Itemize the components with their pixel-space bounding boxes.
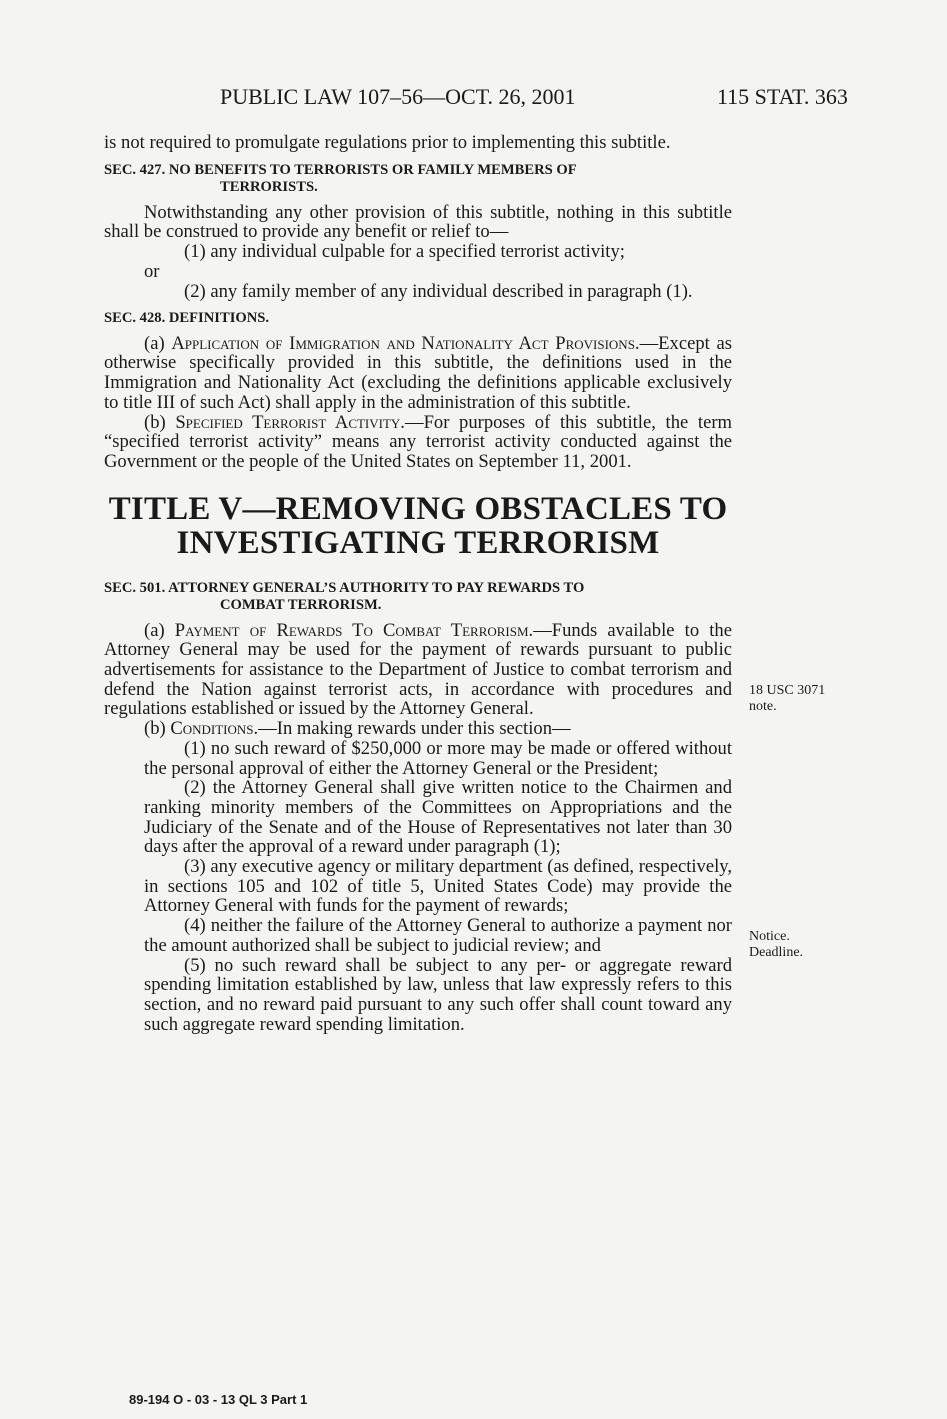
sec-427-or: or [144,260,160,282]
sec-428-a-caption: Application of Immigration and Nationality Act Provisions. [171,332,640,354]
intro-paragraph: is not required to promulgate regulations prior to implementing this subtitle. [104,132,671,153]
sec-501-heading-line2: COMBAT TERRORISM. [220,597,382,614]
margin-note-notice: Notice. [749,929,790,944]
sec-428-a-text: —Except as otherwise specifically provided in this subtitle, the definitions used in the Immigration and Nationality Act (excluding the definitions applicable exclusively to title III of such Act) shall apply in the administration of this subtitle. [104,332,732,413]
sec-501-item-4: (4) neither the failure of the Attorney General to authorize a payment nor the amount authorized shall be subject to judicial review; and [144,915,732,956]
margin-note-notice-deadline [749,929,803,961]
sec-427-item-1: (1) any individual culpable for a specified terrorist activity; [184,241,625,263]
header-stat-page: 115 STAT. 363 [717,84,848,109]
sec-428-b-label: (b) [144,411,176,433]
margin-note-usc [749,683,825,715]
sec-501-b [104,719,732,739]
sec-428-heading: SEC. 428. DEFINITIONS. [104,310,270,327]
sec-501-item-3: (3) any executive agency or military department (as defined, respectively, in sections 105 and 102 of title 5, United States Code) may provide the Attorney General with funds for the payment of rewards; [144,856,732,917]
sec-427-text: Notwithstanding any other provision of this subtitle, nothing in this subtitle shall be construed to provide any benefit or relief to— [104,201,732,243]
page-header [220,84,880,112]
sec-428-a [104,334,732,413]
sec-501-a-label: (a) [144,619,175,641]
sec-501-b-text: —In making rewards under this section— [258,718,571,740]
sec-428-a-label: (a) [144,332,172,354]
sec-501-b-label: (b) [144,718,171,740]
sec-501-item-1: (1) no such reward of $250,000 or more may be made or offered without the personal approval of either the Attorney General or the President; [144,737,732,779]
sec-501-a [104,621,732,720]
sec-501-b-caption: Conditions. [170,718,259,740]
sec-427-heading-line1: SEC. 427. NO BENEFITS TO TERRORISTS OR FAMILY MEMBERS OF [104,161,577,178]
title-v-heading [104,492,732,560]
title-v-line2: INVESTIGATING TERRORISM [176,524,660,561]
document-body [104,133,732,1034]
sec-501-item-2: (2) the Attorney General shall give written notice to the Chairmen and ranking minority members of the Committees on Appropriations and the Judiciary of the Senate and of the House of Representatives not later than 30 days after the approval of a reward under paragraph (1); [144,777,732,858]
sec-428-b [104,413,732,472]
sec-501-heading [104,580,732,615]
sec-428-b-text: —For purposes of this subtitle, the term “specified terrorist activity” means any terrorist activity conducted against the Government or the people of the United States on September 11, 2001. [104,411,732,472]
sec-427-item-2: (2) any family member of any individual described in paragraph (1). [184,280,693,302]
margin-note-deadline: Deadline. [749,945,804,960]
sec-501-item-5: (5) no such reward shall be subject to any per- or aggregate reward spending limitation established by law, unless that law expressly refers to this section, and no reward paid pursuant to any such offer shall count toward any such aggregate reward spending limitation. [144,954,732,1035]
sec-427-heading-line2: TERRORISTS. [220,179,318,196]
sec-427-heading [104,162,732,197]
margin-note-usc-line2: note. [749,699,777,714]
margin-note-usc-line1: 18 USC 3071 [749,683,826,698]
sec-501-a-text: —Funds available to the Attorney General may be used for the payment of rewards pursuant to public advertisements for assistance to the Department of Justice to combat terrorism and defend the Nation against terrorist acts, in accordance with procedures and regulations established or issued by the Attorney General. [104,619,732,720]
page-footer: 89-194 O - 03 - 13 QL 3 Part 1 [129,1392,308,1407]
sec-501-a-caption: Payment of Rewards To Combat Terrorism. [174,619,534,641]
sec-501-heading-line1: SEC. 501. ATTORNEY GENERAL’S AUTHORITY TO PAY REWARDS TO [104,579,585,596]
header-law-date: PUBLIC LAW 107–56—OCT. 26, 2001 [220,84,576,109]
sec-428-b-caption: Specified Terrorist Activity. [175,411,405,433]
title-v-line1: TITLE V—REMOVING OBSTACLES TO [108,490,728,527]
